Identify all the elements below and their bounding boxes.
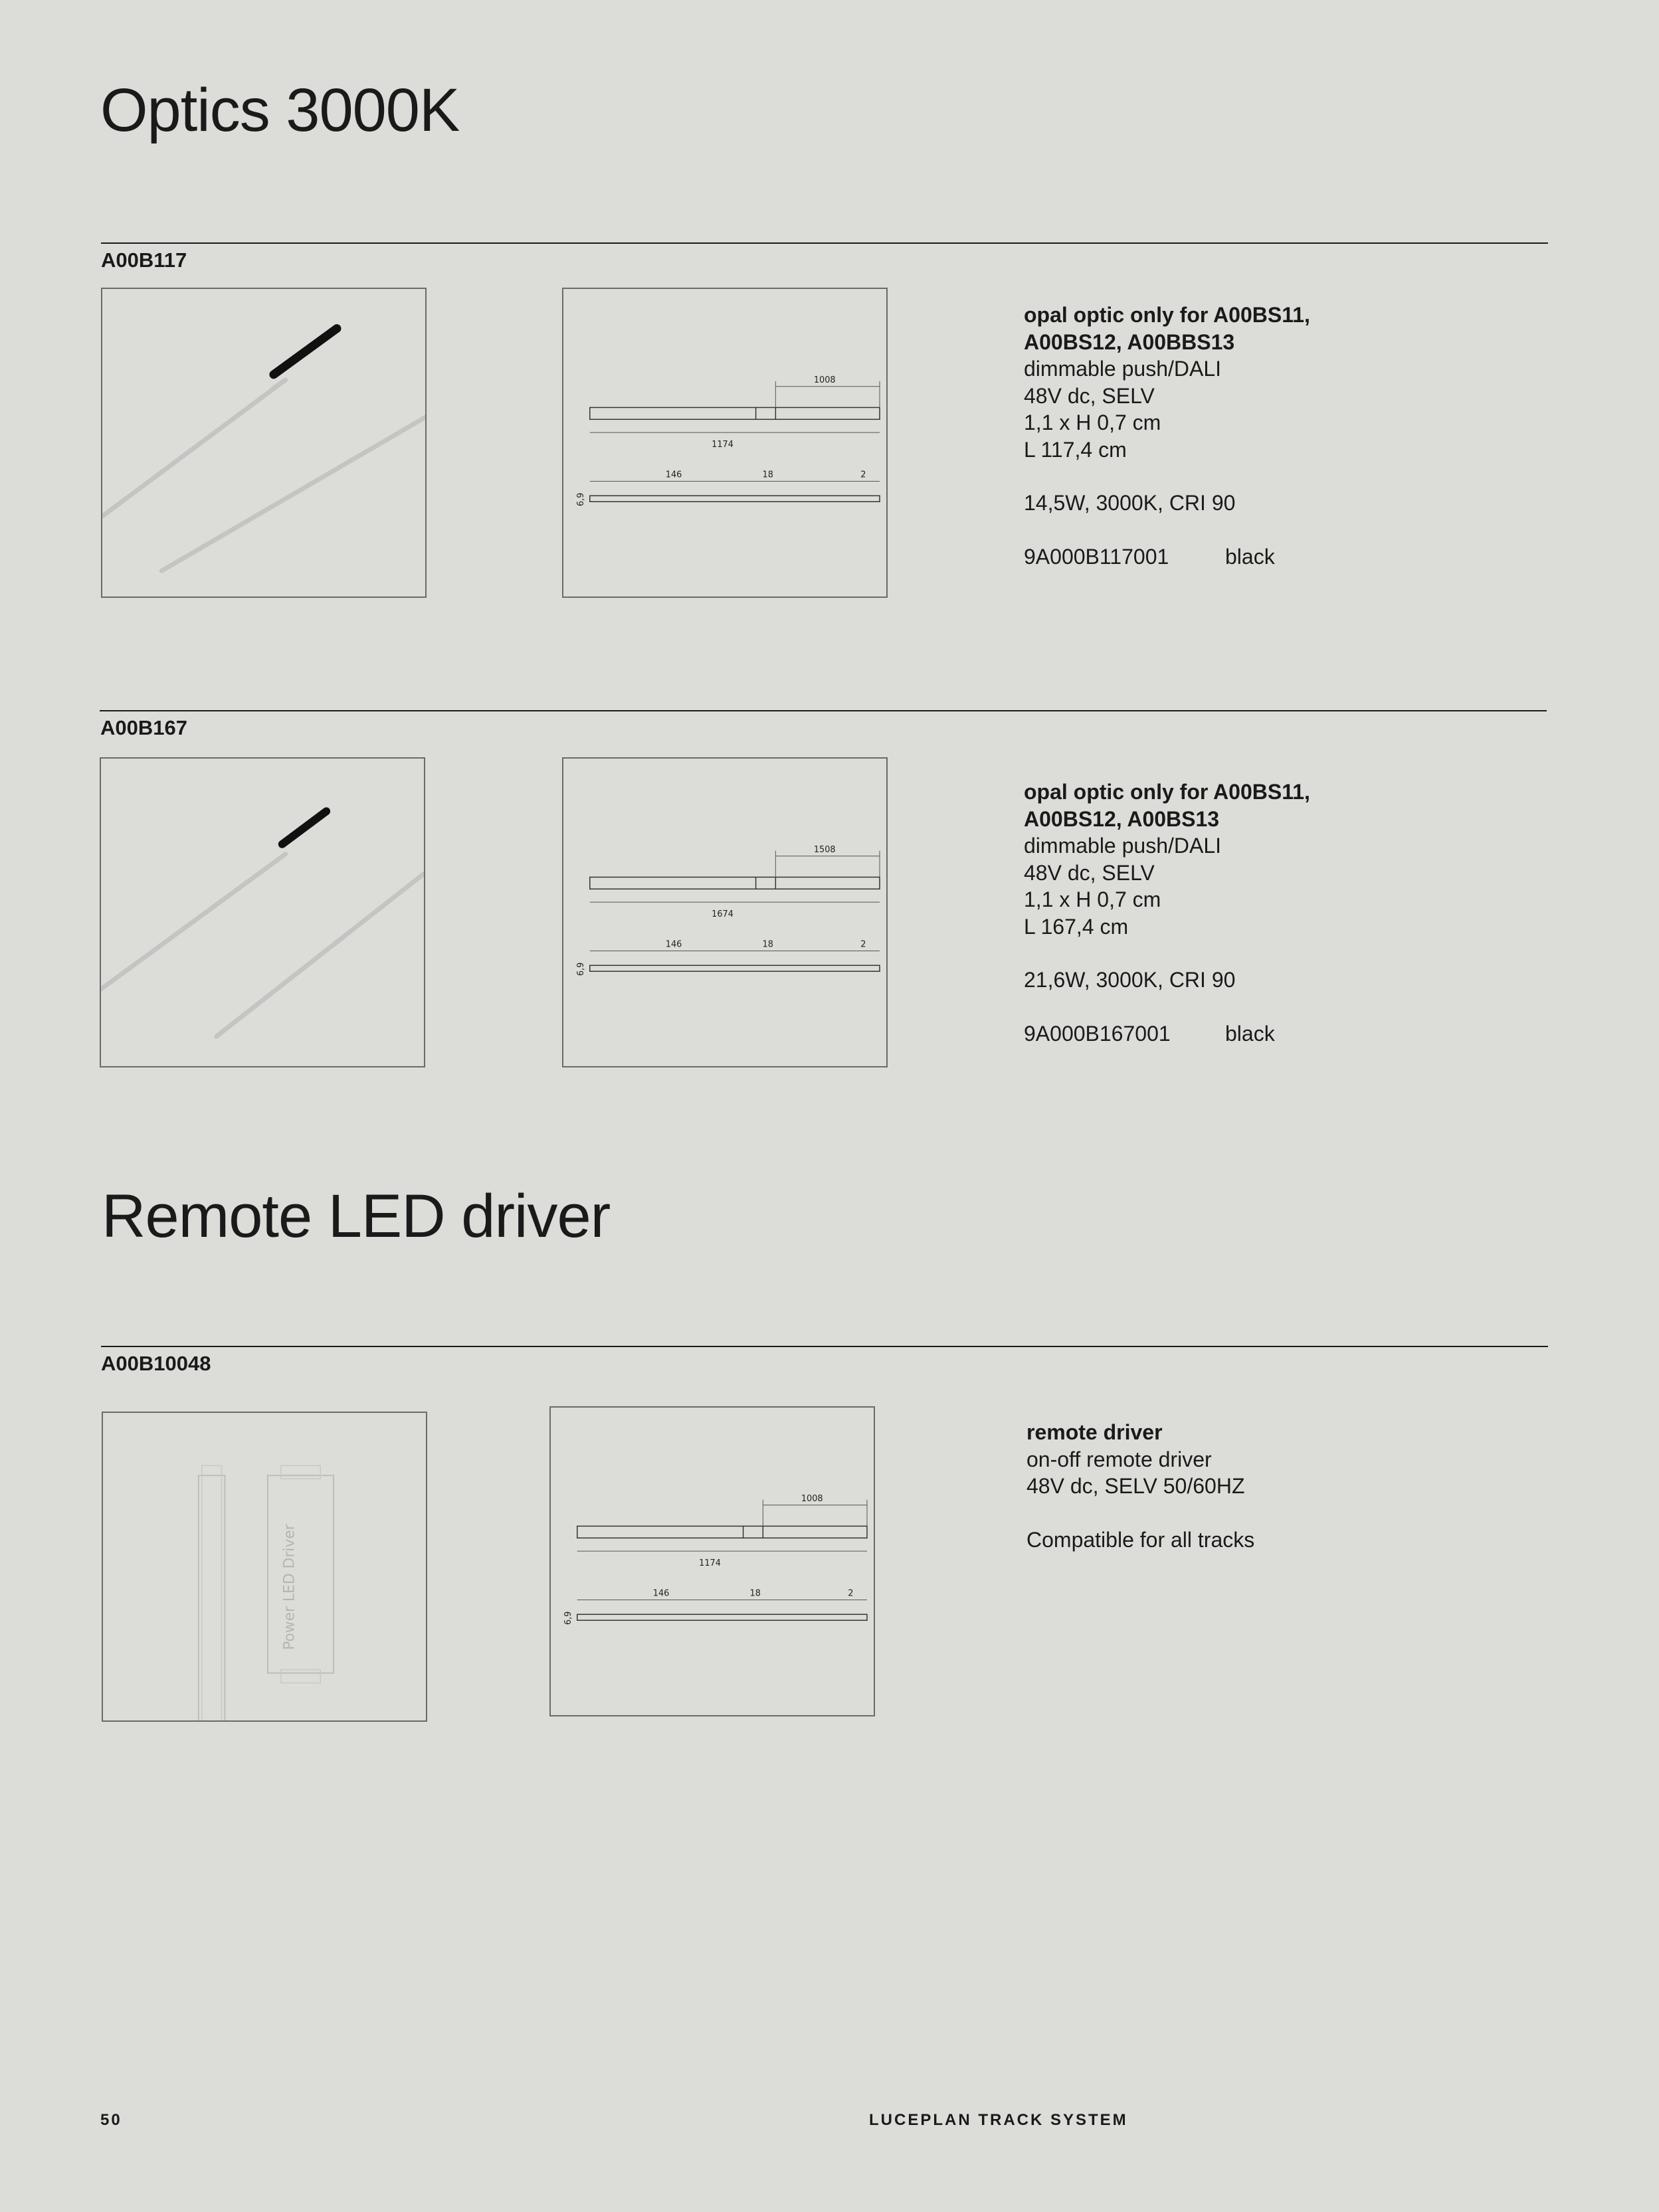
product-photo	[102, 1412, 427, 1722]
order-code: 9A000B117001	[1024, 544, 1169, 569]
dim-height: 6,9	[575, 962, 586, 976]
dim-2: 2	[848, 1588, 854, 1599]
product-specs	[1026, 1419, 1254, 1553]
finish: black	[1225, 544, 1275, 569]
product-photo	[101, 288, 427, 598]
product-photo	[100, 757, 425, 1067]
product-code: A00B167	[100, 716, 187, 739]
spec-title: A00BS12, A00BBS13	[1024, 329, 1235, 354]
track-light-illustration	[102, 289, 425, 597]
dim-146: 146	[652, 1588, 670, 1599]
spec-line: L 117,4 cm	[1024, 437, 1127, 462]
spec-title: remote driver	[1026, 1420, 1163, 1444]
dim-height: 6,9	[575, 492, 586, 507]
page-number: 50	[100, 2111, 122, 2129]
driver-illustration	[103, 1413, 426, 1720]
dim-18: 18	[762, 939, 773, 950]
spec-note: Compatible for all tracks	[1026, 1527, 1255, 1552]
dim-total-length: 1674	[712, 909, 733, 919]
dim-18: 18	[762, 470, 773, 480]
dim-height: 6,9	[563, 1611, 573, 1625]
order-code: 9A000B167001	[1024, 1021, 1171, 1046]
spec-line: on-off remote driver	[1026, 1447, 1212, 1471]
dim-top-length: 1008	[813, 375, 836, 385]
finish: black	[1225, 1021, 1275, 1046]
driver-label: Power LED Driver	[281, 1524, 298, 1650]
technical-drawing	[549, 1406, 875, 1716]
spec-line: dimmable push/DALI	[1024, 834, 1222, 858]
spec-line: 48V dc, SELV	[1024, 860, 1155, 885]
divider-rule	[100, 710, 1547, 711]
dimension-drawing	[563, 759, 886, 1066]
spec-line: 48V dc, SELV 50/60HZ	[1026, 1474, 1245, 1498]
dim-total-length: 1174	[699, 1558, 721, 1568]
dim-146: 146	[665, 470, 682, 480]
dimension-drawing	[563, 289, 886, 597]
technical-drawing	[562, 288, 888, 598]
product-code: A00B117	[101, 248, 187, 272]
dim-18: 18	[749, 1588, 761, 1599]
dimension-drawing	[551, 1408, 874, 1715]
divider-rule	[101, 242, 1548, 244]
footer-title: LUCEPLAN TRACK SYSTEM	[869, 2111, 1128, 2129]
spec-power: 14,5W, 3000K, CRI 90	[1024, 491, 1236, 515]
spec-title: opal optic only for A00BS11,	[1024, 780, 1310, 804]
product-specs	[1024, 302, 1310, 570]
section-title-optics: Optics 3000K	[100, 76, 460, 144]
spec-title: A00BS12, A00BS13	[1024, 806, 1220, 831]
dim-top-length: 1008	[801, 1493, 823, 1504]
dim-total-length: 1174	[712, 439, 733, 450]
order-row	[1024, 1020, 1310, 1048]
product-code: A00B10048	[101, 1352, 211, 1375]
dim-2: 2	[860, 470, 866, 480]
spec-line: L 167,4 cm	[1024, 914, 1129, 939]
divider-rule	[101, 1346, 1548, 1347]
dim-146: 146	[665, 939, 682, 950]
dim-2: 2	[860, 939, 866, 950]
spec-line: 48V dc, SELV	[1024, 383, 1155, 408]
section-title-driver: Remote LED driver	[102, 1182, 611, 1250]
spec-line: 1,1 x H 0,7 cm	[1024, 887, 1161, 911]
track-light-illustration	[101, 759, 424, 1066]
spec-line: dimmable push/DALI	[1024, 357, 1222, 381]
product-specs	[1024, 779, 1310, 1047]
technical-drawing	[562, 757, 888, 1067]
spec-title: opal optic only for A00BS11,	[1024, 303, 1310, 327]
spec-line: 1,1 x H 0,7 cm	[1024, 411, 1161, 434]
spec-power: 21,6W, 3000K, CRI 90	[1024, 968, 1236, 992]
dim-top-length: 1508	[813, 844, 836, 855]
order-row	[1024, 543, 1310, 571]
